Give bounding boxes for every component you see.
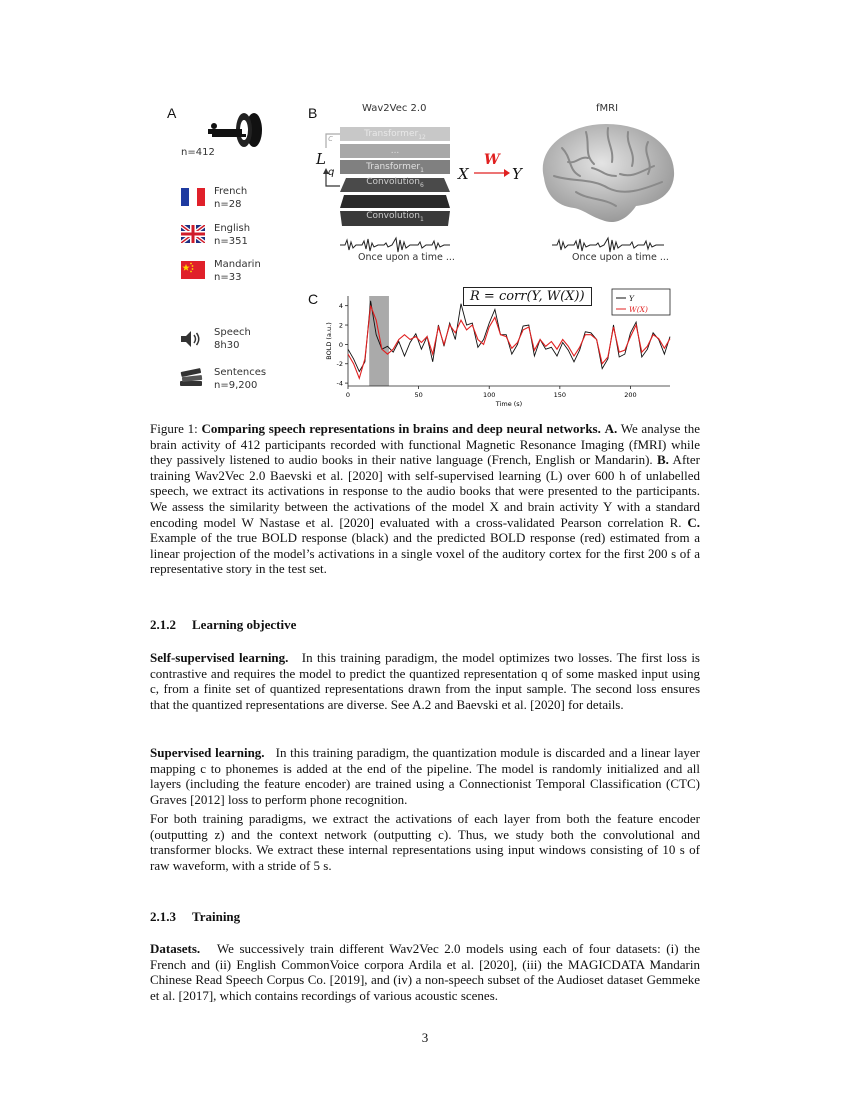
paragraph-both-paradigms [150, 811, 700, 873]
layer-convolution-1: Convolution$_1$ [366, 211, 424, 223]
series-line-wx [348, 306, 670, 379]
section-title: Learning objective [192, 617, 297, 632]
y-tick-label: 0 [338, 340, 343, 349]
x-tick-label: 0 [345, 391, 351, 399]
paragraph-lead: Supervised learning. [150, 745, 265, 760]
china-flag-icon [181, 261, 205, 279]
equation: R = corr(Y, W(X)) [470, 289, 585, 304]
language-count: n=28 [214, 199, 242, 210]
section-2-1-3-heading [150, 909, 240, 925]
speech-duration [214, 326, 251, 352]
section-title: Training [192, 909, 241, 924]
layer-transformer-12: Transformer$_{12}$ [340, 127, 450, 141]
model-title: Wav2Vec 2.0 [362, 103, 427, 114]
loss-label: L [316, 150, 326, 168]
language-count: n=33 [214, 272, 242, 283]
paragraph-lead: Self-supervised learning. [150, 650, 289, 665]
language-name: French [214, 186, 248, 197]
mri-scanner-icon [208, 112, 264, 148]
caption-title: Comparing speech representations in brains and deep neural networks. [201, 421, 601, 436]
language-name: Mandarin [214, 259, 261, 270]
uk-flag-icon [181, 225, 205, 243]
fmri-title: fMRI [596, 103, 619, 114]
legend-label: W(X) [629, 305, 648, 314]
section-2-1-2-heading [150, 617, 296, 633]
caption-b-letter: B. [657, 452, 669, 468]
language-mandarin [214, 258, 261, 284]
x-tick-label: 200 [624, 391, 637, 399]
caption-left: Once upon a time ... [358, 252, 455, 263]
y-label: Y [512, 165, 522, 183]
x-tick-label: 150 [553, 391, 567, 399]
paragraph-text: In this training paradigm, the model optimizes two losses. The first loss is contrastive and requires the model to predict the quantized representation q of some masked input using c, from a finite set of quantized representations drawn from the input sample. The second loss ensures that the quantized representations are diverse. See A.2 and Baevski et al. [2020] for details. [150, 650, 700, 712]
c-label: c [328, 134, 333, 144]
language-french [214, 185, 247, 211]
caption-c-text: Example of the true BOLD response (black) and the predicted BOLD response (red) estimated from a linear projection of the model’s activations in a single voxel of the auditory cortex for the first 200 s of a representative story in the test set. [150, 530, 700, 577]
page-number: 3 [421, 1030, 429, 1045]
x-tick-label: 100 [483, 391, 496, 399]
books-icon [178, 368, 204, 388]
panel-b-letter: B [308, 105, 318, 121]
layer-convolution-6: Convolution$_6$ [366, 177, 424, 189]
language-count: n=351 [214, 236, 248, 247]
layer-transformer-1: Transformer$_1$ [340, 160, 450, 174]
caption-a-text: We analyse the brain activity of 412 participants recorded with functional Magnetic Resonance Imaging (fMRI) while they passively listened to audio books in their native language (French, English or Mandarin). [150, 421, 700, 468]
figure-caption [150, 421, 700, 577]
france-flag-icon [181, 188, 205, 206]
paragraph-lead: Datasets. [150, 941, 201, 956]
panel-a-letter: A [167, 105, 177, 121]
y-tick-label: -2 [336, 360, 343, 369]
w-label: W [484, 152, 500, 168]
paragraph-text: For both training paradigms, we extract the activations of each layer from both the feature encoder (outputting z) and the context network (outputting c). Thus, we study both the convolutional and transformer blocks. We extract these internal representations using input windows consisting of 10 s of raw waveform, with a stride of 5 s. [150, 811, 700, 873]
y-tick-label: 4 [338, 302, 343, 311]
caption-c-letter: C. [687, 514, 700, 530]
speech-value: 8h30 [214, 340, 240, 351]
speaker-icon [180, 330, 202, 348]
w-arrow-icon [474, 168, 510, 178]
legend-label: Y [629, 294, 634, 303]
y-tick-label: -4 [336, 379, 343, 388]
language-name: English [214, 223, 251, 234]
paragraph-self-supervised [150, 650, 700, 712]
participants-count: n=412 [181, 147, 215, 158]
bold-chart [320, 288, 676, 410]
caption-a-letter: A. [604, 421, 618, 436]
paragraph-text: We successively train different Wav2Vec 2.0 models using each of four datasets: (i) the French and (ii) English CommonVoice corpora Ardila et al. [2020], (iii) the MAGICDATA Mandarin Chinese Read Speech Corpus Co. [2019], and (iv) a non-speech subset of the Audioset dataset Gemmeke et al. [2017], which contains recordings of various acoustic scenes. [150, 941, 700, 1003]
speech-label: Speech [214, 327, 251, 338]
x-label: X [458, 165, 469, 183]
sentences-value: n=9,200 [214, 380, 258, 391]
caption-b-text: After training Wav2Vec 2.0 Baevski et al. [2020] with self-supervised learning (L) over 600 h of unlabelled speech, we extract its activations in response to the audio books that were presented to the participants. We assess the similarity between the activations of the model X and brain activity Y with a standard encoding model W Nastase et al. [2020] evaluated with a cross-validated Pearson correlation R. [150, 452, 700, 530]
paragraph-datasets [150, 941, 700, 1003]
caption-prefix: Figure 1: [150, 421, 202, 436]
paragraph-text: In this training paradigm, the quantization module is discarded and a linear layer mapping c to phonemes is added at the end of the pipeline. The model is randomly initialized and all layers (including the feature encoder) are trained using a Connectionist Temporal Classification (CTC) Graves [2012] loss to perform phone recognition. [150, 745, 700, 807]
sentences-count [214, 366, 266, 392]
y-tick-label: 2 [338, 321, 343, 330]
sentences-label: Sentences [214, 367, 267, 378]
language-english [214, 222, 250, 248]
paragraph-supervised [150, 745, 700, 807]
x-axis-label: Time (s) [495, 400, 523, 408]
brain-image [532, 118, 680, 230]
section-number: 2.1.3 [150, 909, 176, 924]
caption-right: Once upon a time ... [572, 252, 669, 263]
section-number: 2.1.2 [150, 617, 176, 632]
x-tick-label: 50 [414, 391, 423, 399]
q-label: q [328, 167, 335, 178]
y-axis-label: BOLD (a.u.) [325, 322, 333, 360]
layer-ellipsis: ... [340, 144, 450, 158]
panel-c-letter: C [308, 291, 319, 307]
